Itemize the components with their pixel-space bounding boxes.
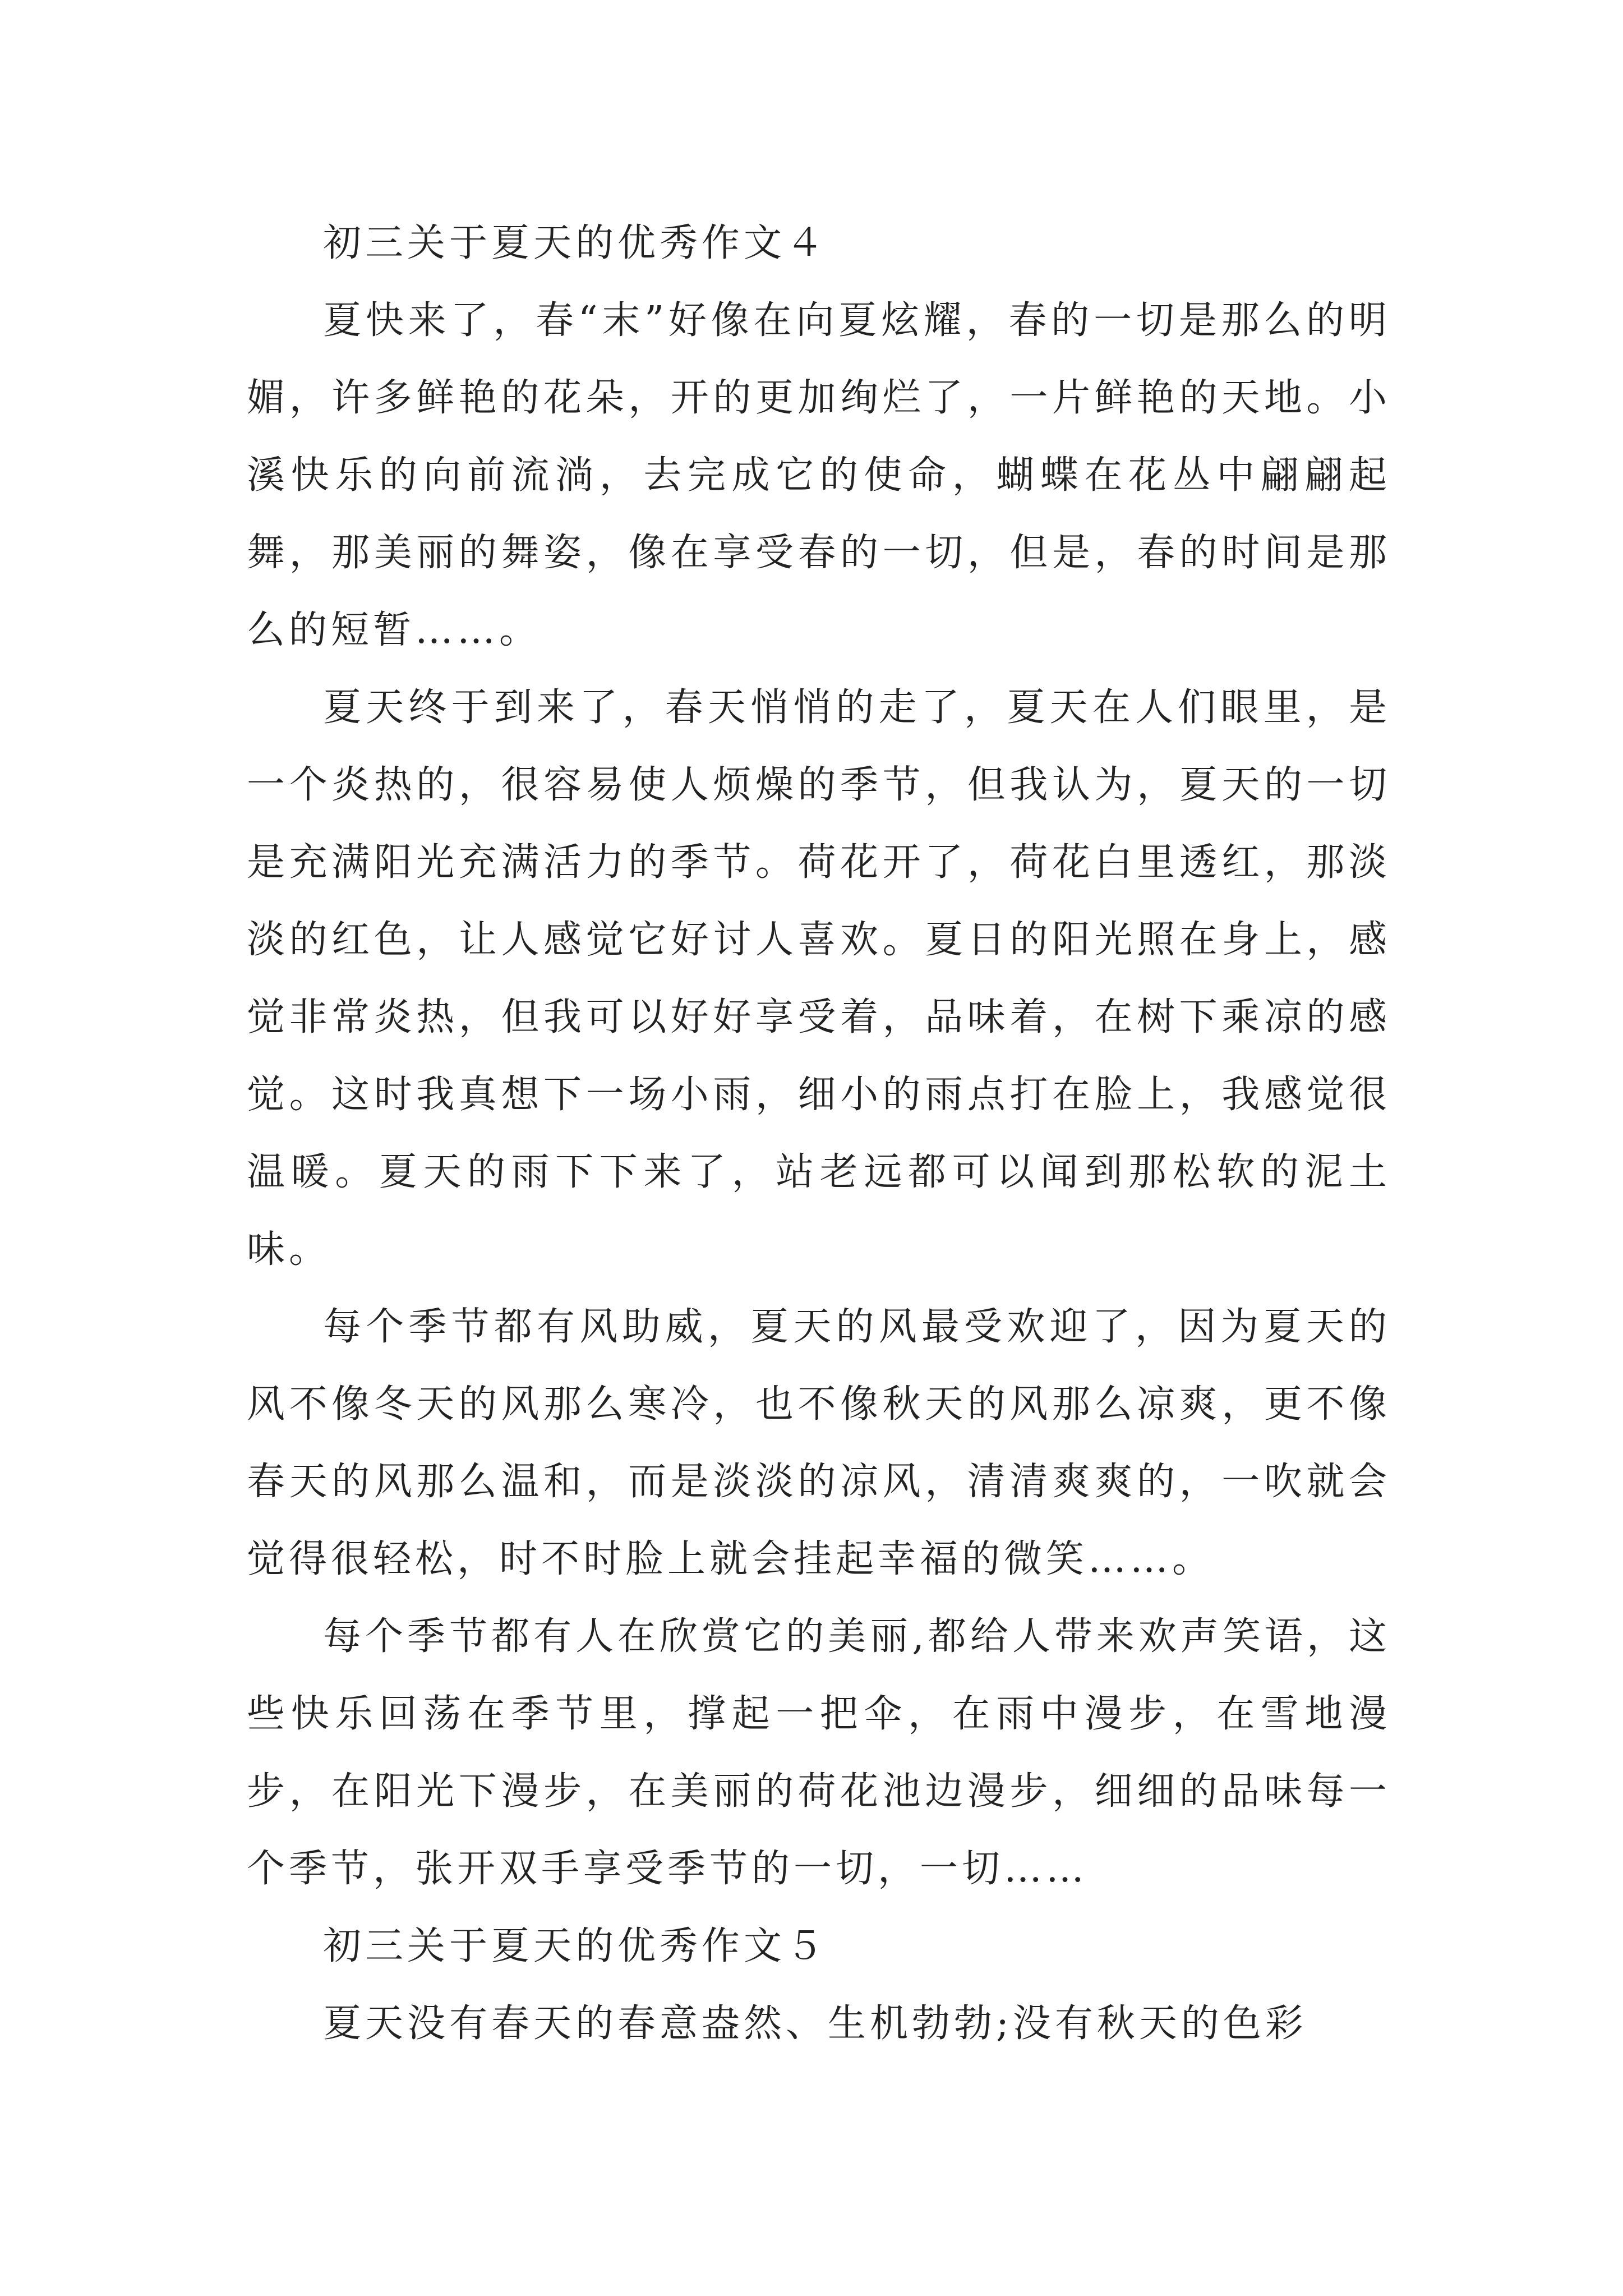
article-body: [247, 205, 1391, 2063]
essay-5-paragraph-1: 夏天没有春天的春意盎然、生机勃勃;没有秋天的色彩: [323, 2001, 1307, 2046]
essay-4-paragraph-4: 每个季节都有人在欣赏它的美丽,都给人带来欢声笑语，这些快乐回荡在季节里，撑起一把伞，在雨中漫步，在雪地漫步，在阳光下漫步，在美丽的荷花池边漫步，细细的品味每一个季节，张开双手享受季节的一切，一切……: [247, 1614, 1391, 1891]
essay-4-paragraph-1: 夏快来了，春“末”好像在向夏炫耀，春的一切是那么的明媚，许多鲜艳的花朵，开的更加绚烂了，一片鲜艳的天地。小溪快乐的向前流淌，去完成它的使命，蝴蝶在花丛中翩翩起舞，那美丽的舞姿，像在享受春的一切，但是，春的时间是那么的短暂……。: [247, 298, 1391, 652]
essay-4-paragraph-3: 每个季节都有风助威，夏天的风最受欢迎了，因为夏天的风不像冬天的风那么寒冷，也不像秋天的风那么凉爽，更不像春天的风那么温和，而是淡淡的凉风，清清爽爽的，一吹就会觉得很轻松，时不时脸上就会挂起幸福的微笑……。: [247, 1305, 1391, 1581]
essay-4-paragraph-2: 夏天终于到来了，春天悄悄的走了，夏天在人们眼里，是一个炎热的，很容易使人烦燥的季节，但我认为，夏天的一切是充满阳光充满活力的季节。荷花开了，荷花白里透红，那淡淡的红色，让人感觉它好讨人喜欢。夏日的阳光照在身上，感觉非常炎热，但我可以好好享受着，品味着，在树下乘凉的感觉。这时我真想下一场小雨，细小的雨点打在脸上，我感觉很温暖。夏天的雨下下来了，站老远都可以闻到那松软的泥土味。: [247, 685, 1391, 1272]
essay-5-heading: 初三关于夏天的优秀作文５: [323, 1924, 828, 1968]
essay-4-heading: 初三关于夏天的优秀作文４: [323, 221, 828, 265]
